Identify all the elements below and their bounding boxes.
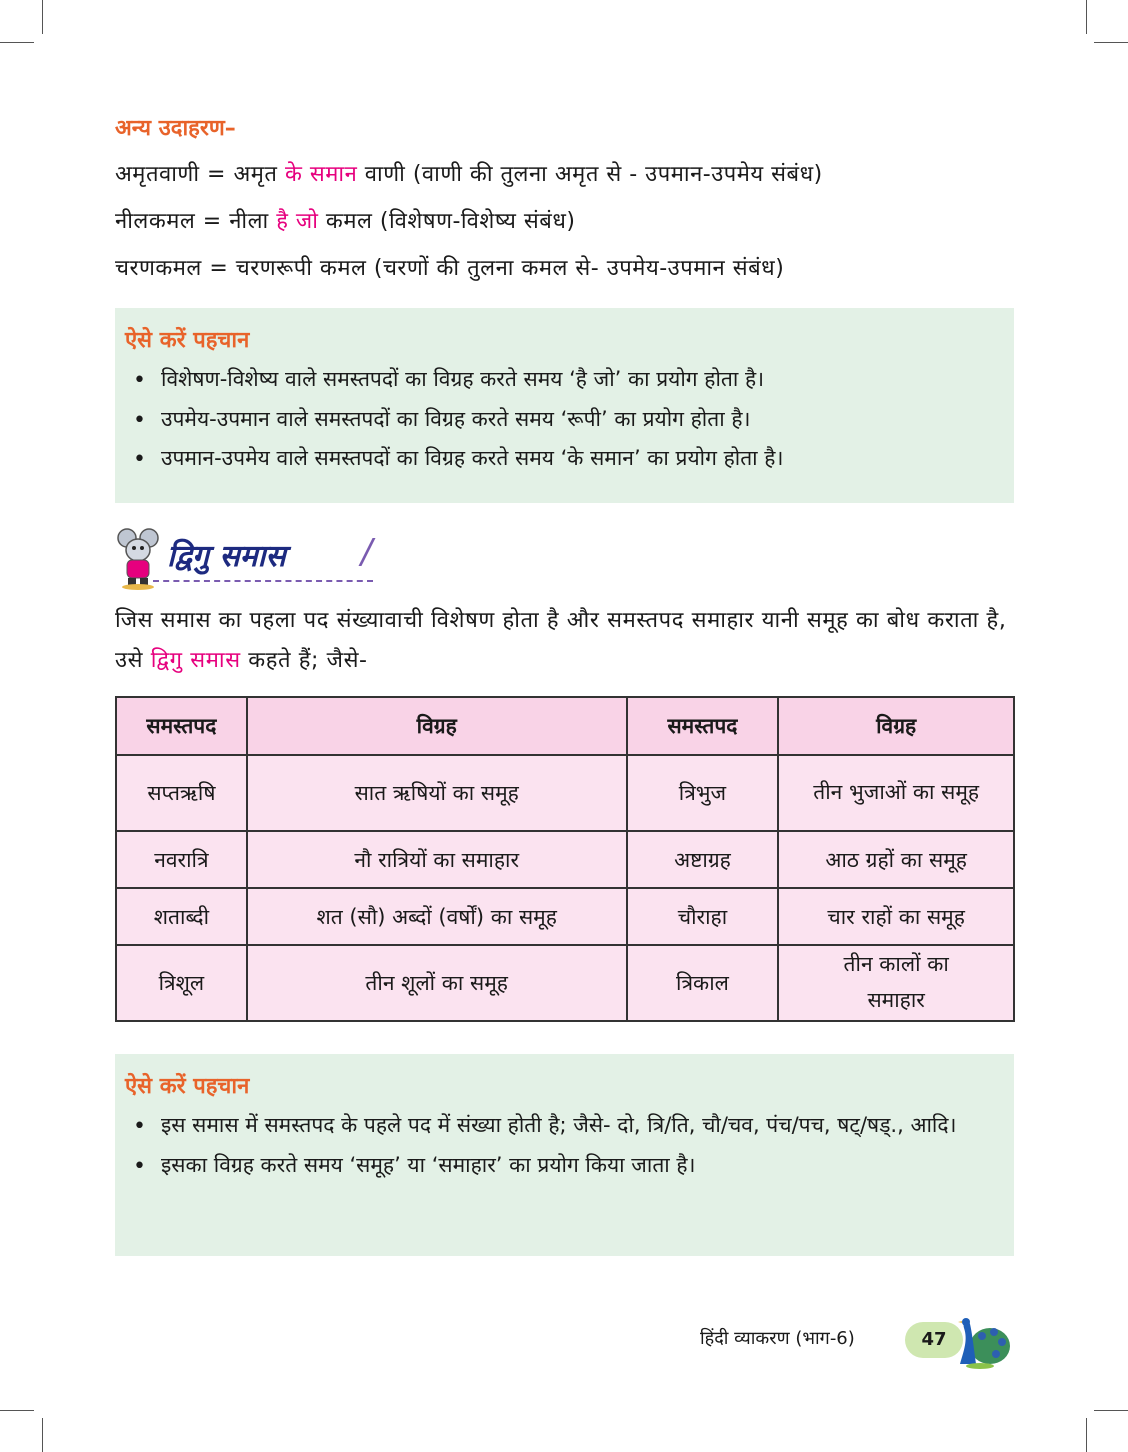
table-cell: सप्तऋषि [116, 755, 247, 831]
section-heading [113, 524, 393, 594]
page-number: 47 [905, 1322, 963, 1358]
dvigu-examples-table [115, 696, 1015, 1022]
box-title: ऐसे करें पहचान [125, 1074, 250, 1099]
table-row [116, 831, 1014, 888]
box-title: ऐसे करें पहचान [125, 328, 250, 353]
table-cell: चौराहा [627, 888, 779, 945]
heading-underline [153, 580, 373, 582]
crop-mark [42, 1418, 43, 1452]
crop-mark [1086, 1418, 1087, 1452]
heading-decoration: / [361, 532, 373, 572]
table-cell: त्रिभुज [627, 755, 779, 831]
table-cell: अष्टाग्रह [627, 831, 779, 888]
examples-title: अन्य उदाहरण– [115, 116, 236, 141]
crop-mark [0, 42, 34, 43]
crop-mark [0, 1410, 34, 1411]
column-header: विग्रह [778, 697, 1014, 755]
list-item: • उपमेय-उपमान वाले समस्तपदों का विग्रह करते समय ‘रूपी’ का प्रयोग होता है। [133, 406, 751, 433]
example-line: चरणकमल = चरणरूपी कमल (चरणों की तुलना कमल से- उपमेय-उपमान संबंध) [115, 256, 785, 281]
table-cell: चार राहों का समूह [778, 888, 1014, 945]
column-header: समस्तपद [627, 697, 779, 755]
list-item: • विशेषण-विशेष्य वाले समस्तपदों का विग्रह करते समय ‘है जो’ का प्रयोग होता है। [133, 367, 765, 393]
example-line: नीलकमल = नीला है जो कमल (विशेषण-विशेष्य संबंध) [115, 209, 576, 234]
table-cell: त्रिशूल [116, 945, 247, 1021]
table-header-row [116, 697, 1014, 755]
column-header: विग्रह [247, 697, 627, 755]
table-row [116, 945, 1014, 1021]
table-cell: नौ रात्रियों का समाहार [247, 831, 627, 888]
table-cell: नवरात्रि [116, 831, 247, 888]
identification-box [115, 1054, 1014, 1256]
list-item: • इसका विग्रह करते समय ‘समूह’ या ‘समाहार’ का प्रयोग किया जाता है। [133, 1152, 696, 1179]
identification-box [115, 308, 1014, 503]
table-cell: तीन शूलों का समूह [247, 945, 627, 1021]
section-heading-text: द्विगु समास [167, 539, 286, 574]
crop-mark [1094, 42, 1128, 43]
table-cell: शत (सौ) अब्दों (वर्षों) का समूह [247, 888, 627, 945]
crop-mark [42, 0, 43, 34]
example-line: अमृतवाणी = अमृत के समान वाणी (वाणी की तुलना अमृत से - उपमान-उपमेय संबंध) [115, 162, 823, 187]
table-cell: त्रिकाल [627, 945, 779, 1021]
table-cell: शताब्दी [116, 888, 247, 945]
list-item: • उपमान-उपमेय वाले समस्तपदों का विग्रह करते समय ‘के समान’ का प्रयोग होता है। [133, 446, 784, 472]
table-row [116, 755, 1014, 831]
table-cell: आठ ग्रहों का समूह [778, 831, 1014, 888]
crop-mark [1094, 1410, 1128, 1411]
table-cell: तीन भुजाओं का समूह [778, 755, 1014, 831]
book-title: हिंदी व्याकरण (भाग-6) [700, 1328, 855, 1349]
identification-list [125, 364, 1004, 475]
table-cell: सात ऋषियों का समूह [247, 755, 627, 831]
table-row [116, 888, 1014, 945]
list-item: • इस समास में समस्तपद के पहले पद में संख्या होती है; जैसे- दो, त्रि/ति, चौ/चव, पंच/पच, षट्/षड्., आदि। [133, 1113, 957, 1139]
table-cell: तीन कालों का समाहार [778, 945, 1014, 1021]
peacock-icon [950, 1310, 1012, 1370]
crop-mark [1086, 0, 1087, 34]
definition-paragraph: जिस समास का पहला पद संख्यावाची विशेषण होता है और समस्तपद समाहार यानी समूह का बोध कराता है, उसे द्विगु समास कहते हैं; जैसे- [115, 608, 1007, 673]
column-header: समस्तपद [116, 697, 247, 755]
identification-list [125, 1110, 1004, 1181]
